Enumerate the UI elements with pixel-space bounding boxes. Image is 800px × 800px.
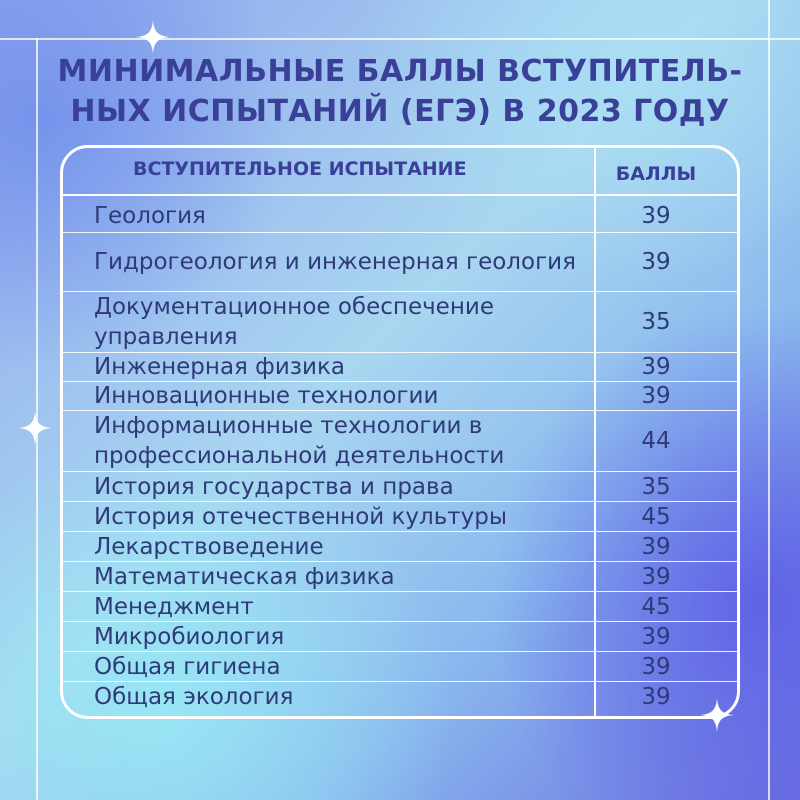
table-row [62, 652, 738, 681]
header-divider [60, 194, 740, 196]
title-line-2: НЫХ ИСПЫТАНИЙ (ЕГЭ) В 2023 ГОДУ [70, 94, 730, 129]
frame-line-top [0, 38, 800, 40]
exam-name: Информационные технологии в профессиональной деятельности [94, 413, 505, 469]
table-row [62, 472, 738, 501]
exam-name: Документационное обеспечение управления [94, 294, 494, 350]
table-row [62, 592, 738, 621]
table-row [62, 200, 738, 232]
header-exam: ВСТУПИТЕЛЬНОЕ ИСПЫТАНИЕ [133, 158, 467, 180]
exam-name: Инженерная физика [94, 354, 345, 380]
exam-score: 35 [641, 309, 671, 335]
exam-score: 39 [641, 354, 671, 380]
exam-score: 39 [641, 383, 671, 409]
exam-name: Инновационные технологии [94, 383, 439, 409]
exam-score: 39 [641, 249, 671, 275]
table-row [62, 382, 738, 410]
table-row [62, 353, 738, 381]
exam-name: Общая гигиена [94, 653, 281, 680]
table-row [62, 502, 738, 531]
sparkle-icon [18, 411, 52, 445]
exam-name: Математическая физика [94, 563, 395, 590]
exam-score: 39 [641, 653, 671, 680]
exam-name: Лекарствоведение [94, 533, 324, 560]
exam-name: Менеджмент [94, 593, 254, 620]
table-row [62, 411, 738, 471]
exam-name: История государства и права [94, 473, 454, 500]
exam-name: Геология [94, 203, 206, 229]
exam-score: 45 [641, 503, 671, 530]
exam-name: Микробиология [94, 623, 285, 650]
table-row [62, 562, 738, 591]
exam-score: 39 [641, 623, 671, 650]
table-row [62, 292, 738, 352]
exam-score: 39 [641, 684, 671, 710]
exam-name: Гидрогеология и инженерная геология [94, 249, 576, 275]
exam-score: 44 [641, 428, 671, 454]
exam-name: История отечественной культуры [94, 503, 508, 530]
table-row [62, 233, 738, 291]
exam-name: Общая экология [94, 684, 294, 710]
header-score: БАЛЛЫ [615, 163, 697, 185]
exam-score: 39 [641, 533, 671, 560]
exam-score: 39 [641, 563, 671, 590]
exam-score: 39 [641, 203, 671, 229]
page-title [0, 52, 800, 132]
title-line-1: МИНИМАЛЬНЫЕ БАЛЛЫ ВСТУПИТЕЛЬ- [57, 54, 743, 89]
exam-score: 45 [641, 593, 671, 620]
table-row [62, 682, 738, 712]
table-row [62, 532, 738, 561]
table-row [62, 622, 738, 651]
sparkle-icon [136, 20, 170, 54]
exam-score: 35 [641, 473, 671, 500]
